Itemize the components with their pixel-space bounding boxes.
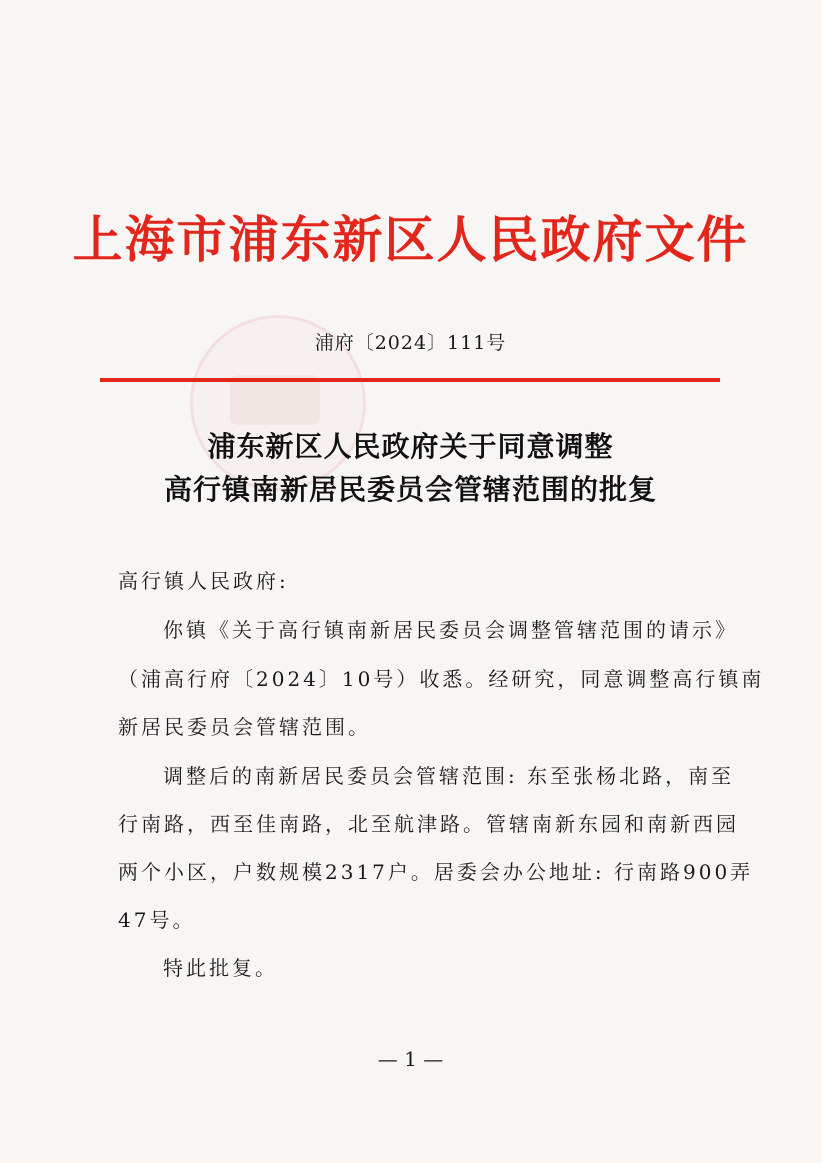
paragraph-2-line-2: 行南路，西至佳南路，北至航津路。管辖南新东园和南新西园 — [118, 812, 739, 836]
addressee: 高行镇人民政府: — [118, 569, 289, 593]
paragraph-2-line-3: 两个小区，户数规模2317户。居委会办公地址: 行南路900弄 — [118, 860, 754, 884]
paragraph-2-line-1: 调整后的南新居民委员会管辖范围: 东至张杨北路，南至 — [163, 764, 735, 788]
document-header: 上海市浦东新区人民政府文件 — [72, 210, 749, 269]
paragraph-1-line-2: （浦高行府〔2024〕10号）收悉。经研究，同意调整高行镇南 — [118, 667, 765, 691]
paragraph-1-line-3: 新居民委员会管辖范围。 — [118, 715, 371, 739]
page-number: — 1 — — [377, 1047, 444, 1071]
document-title-line-1: 浦东新区人民政府关于同意调整 — [207, 430, 614, 463]
paragraph-1-line-1: 你镇《关于高行镇南新居民委员会调整管辖范围的请示》 — [163, 618, 738, 642]
document-title-line-2: 高行镇南新居民委员会管辖范围的批复 — [163, 473, 657, 506]
red-divider-rule — [100, 378, 720, 382]
paragraph-2-line-4: 47号。 — [118, 908, 196, 932]
official-seal-emblem-faint — [230, 375, 320, 425]
document-number: 浦府〔2024〕111号 — [314, 332, 507, 354]
closing-statement: 特此批复。 — [163, 956, 278, 980]
